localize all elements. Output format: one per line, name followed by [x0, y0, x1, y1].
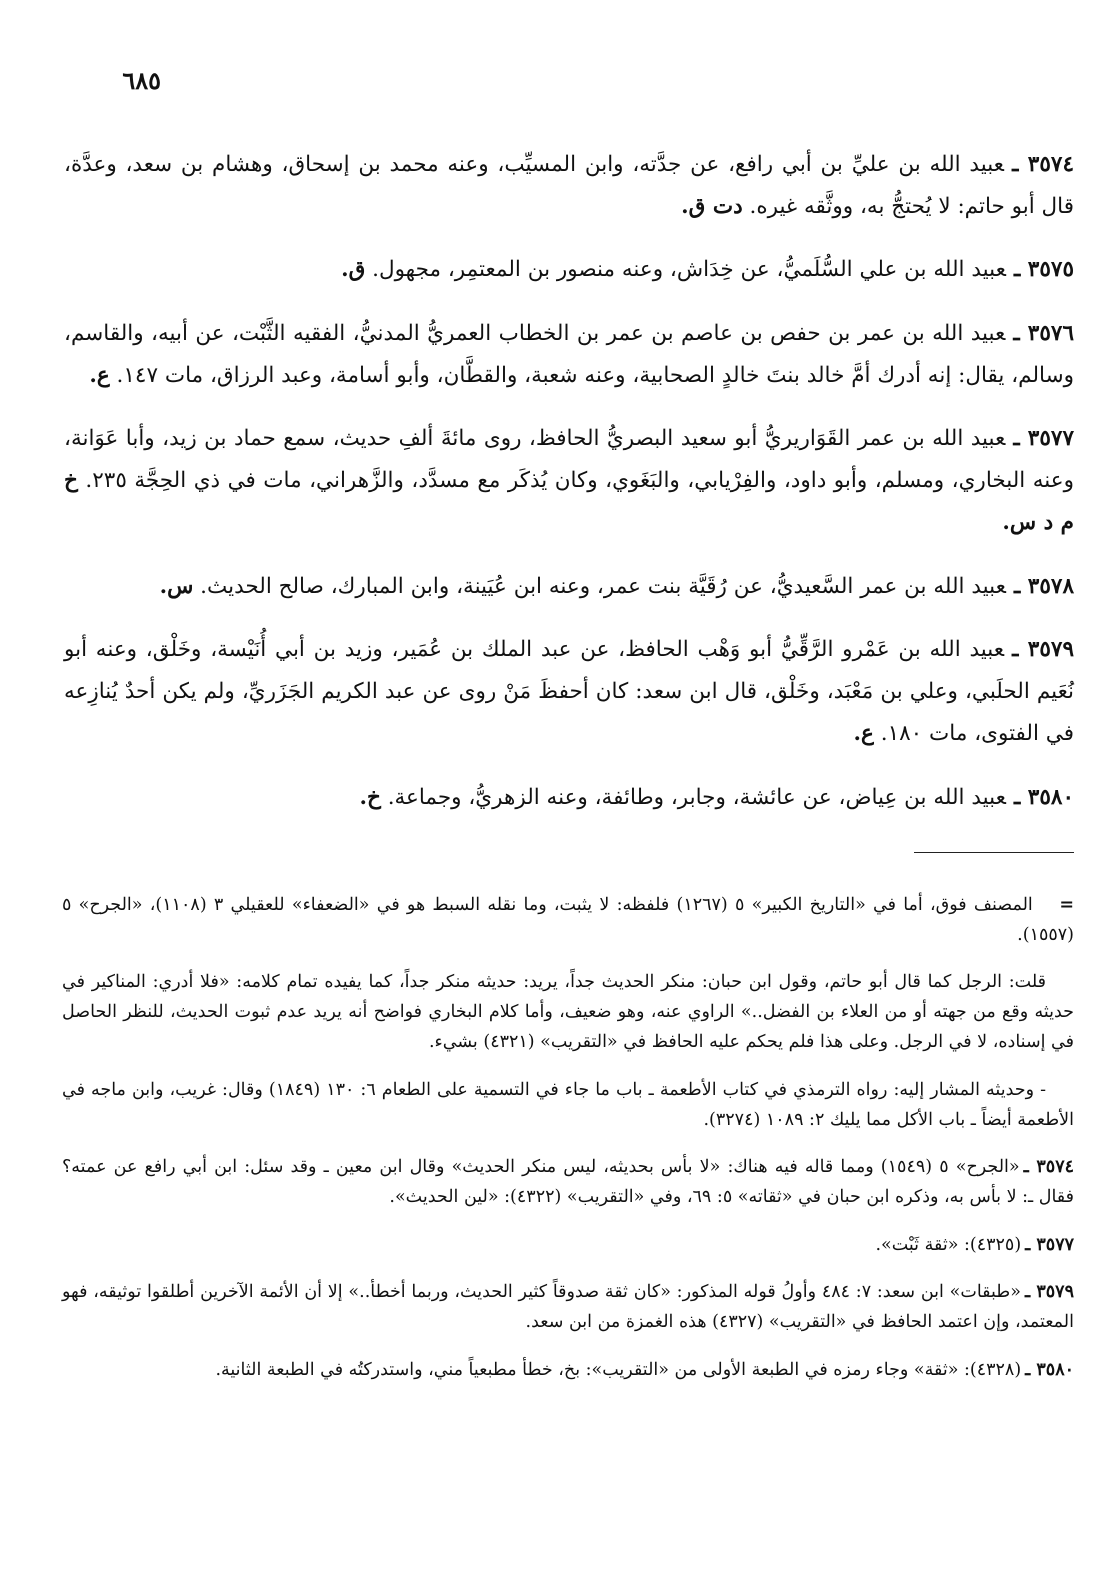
- footnote-text: (٤٣٢٥): «ثقة ثَبْت».: [875, 1234, 1022, 1255]
- footnote-text: «الجرح» ٥ (١٥٤٩) ومما قاله فيه هناك: «لا بأس بحديثه، ليس منكر الحديث» وقال ابن معين ـ وقد سئل: ابن أبي رافع عن عمته؟ فقال ـ: لا بأس به، وذكره ابن حبان في «ثقاته» ٥: ٦٩، وفي «التقريب» (٤٣٢٢): «لين الحديث».: [62, 1157, 1074, 1207]
- entry-symbols: خ.: [359, 784, 381, 810]
- entry-number: ٣٥٨٠ ـ: [1014, 784, 1074, 810]
- footnote: [62, 1075, 1074, 1135]
- footnote: [62, 1152, 1074, 1212]
- footnote-number: ٣٥٧٤ ـ: [1023, 1157, 1074, 1177]
- continuation-mark: =: [1059, 894, 1075, 915]
- footnote-text: (٤٣٢٨): «ثقة» وجاء رمزه في الطبعة الأولى من «التقريب»: بخ، خطأ مطبعياً مني، واستدركتُه في الطبعة الثانية.: [215, 1359, 1022, 1380]
- footnote-text: «طبقات» ابن سعد: ٧: ٤٨٤ وأولُ قوله المذكور: «كان ثقة صدوقاً كثير الحديث، وربما أخطأ..» إلا أن الأئمة الآخرين أطلقوا توثيقه، فهو المعتمد، وإن اعتمد الحافظ في «التقريب» (٤٣٢٧) هذه الغمزة من ابن سعد.: [62, 1282, 1074, 1332]
- footnote-text: المصنف فوق، أما في «التاريخ الكبير» ٥ (١٢٦٧) فلفظه: لا يثبت، وما نقله السبط هو في «الضعفاء» للعقيلي ٣ (١١٠٨)، «الجرح» ٥ (١٥٥٧).: [62, 894, 1074, 945]
- entry: [64, 629, 1074, 755]
- entry-symbols: دت ق.: [681, 193, 743, 219]
- footnote-number: ٣٥٧٩ ـ: [1024, 1282, 1074, 1302]
- entry-text: عبيد الله بن عمر بن حفص بن عاصم بن عمر بن الخطاب العمريُّ المدنيُّ، الفقيه الثَّبْت، عن أبيه، والقاسم، وسالم، يقال: إنه أدرك أمَّ خالد بنتَ خالدٍ الصحابية، وعنه شعبة، والقطَّان، وأبو أسامة، وعبد الرزاق، مات ١٤٧.: [64, 320, 1074, 388]
- footnote: [62, 1230, 1074, 1260]
- entry-text: عبيد الله بن عمر السَّعيديُّ، عن رُقَيَّة بنت عمر، وعنه ابن عُيَينة، وابن المبارك، صالح الحديث.: [200, 573, 1006, 599]
- entry-text: عبيد الله بن عِياض، عن عائشة، وجابر، وطائفة، وعنه الزهريُّ، وجماعة.: [387, 784, 1006, 810]
- entry-number: ٣٥٧٥ ـ: [1014, 257, 1074, 282]
- entry-symbols: ق.: [341, 257, 366, 282]
- entry-symbols: ع.: [853, 721, 874, 746]
- entry: [64, 418, 1074, 544]
- entry-text: عبيد الله بن عمر القَوَاريريُّ أبو سعيد البصريُّ الحافظ، روى مائةَ ألفِ حديث، سمع حماد بن زيد، وأبا عَوَانة، وعنه البخاري، ومسلم، وأبو داود، والفِرْيابي، والبَغَوي، وكان يُذكَر مع مسدَّد، والزَّهراني، مات في ذي الحِجَّة ٢٣٥.: [64, 426, 1074, 493]
- footnote: [62, 890, 1074, 950]
- entry-number: ٣٥٧٧ ـ: [1013, 426, 1074, 451]
- entry-symbols: ع.: [89, 362, 110, 388]
- entry-number: ٣٥٧٩ ـ: [1012, 637, 1074, 662]
- entry-text: عبيد الله بن عَمْرو الرَّقِّيُّ أبو وَهْب الحافظ، عن عبد الملك بن عُمَير، وزيد بن أبي أُنَيْسة، وخَلْق، وعنه أبو نُعَيم الحلَبي، وعلي بن مَعْبَد، وخَلْق، قال ابن سعد: كان أحفظَ مَنْ روى عن عبد الكريم الجَزَريِّ، ولم يكن أحدٌ يُنازِعه في الفتوى، مات ١٨٠.: [64, 637, 1074, 746]
- entry-number: ٣٥٧٦ ـ: [1013, 320, 1074, 346]
- entry-number: ٣٥٧٨ ـ: [1014, 573, 1074, 599]
- entry-symbols: س.: [159, 573, 194, 599]
- footnote: [62, 967, 1074, 1057]
- entry-text: عبيد الله بن عليِّ بن أبي رافع، عن جدَّته، وابن المسيِّب، وعنه محمد بن إسحاق، وهشام بن سعد، وعدَّة، قال أبو حاتم: لا يُحتجُّ به، ووثَّقه غيره.: [64, 151, 1074, 219]
- footnote-number: ٣٥٨٠ ـ: [1025, 1359, 1074, 1380]
- footnotes-section: [62, 872, 1074, 1388]
- entry: [64, 777, 1074, 819]
- entry-number: ٣٥٧٤ ـ: [1012, 151, 1074, 177]
- footnote: [62, 1355, 1074, 1385]
- entry: [64, 566, 1074, 608]
- entry-text: عبيد الله بن علي السُّلَميُّ، عن خِدَاش، وعنه منصور بن المعتمِر، مجهول.: [372, 257, 1006, 282]
- footnote-text: قلت: الرجل كما قال أبو حاتم، وقول ابن حبان: منكر الحديث جداً، يريد: حديثه منكر جداً، كما يفيده تمام كلامه: «فلا أدري: المناكير في حديثه وقع من جهته أو من العلاء بن الفضل..» الراوي عنه، وهو ضعيف، وأما كلام البخاري فواضح أنه يريد عدم ثبوت الحديث، للنظر الحاصل في إسناده، لا في الرجل. وعلى هذا فلم يحكم عليه الحافظ في «التقريب» (٤٣٢١) بشيء.: [62, 972, 1074, 1052]
- entry-symbols: خ م د س.: [64, 468, 1074, 535]
- entry: [64, 249, 1074, 291]
- entry: [64, 313, 1074, 397]
- footnote: [62, 1277, 1074, 1337]
- page-number: ٦٨٥: [122, 66, 161, 95]
- entries-section: [64, 122, 1074, 823]
- footnote-number: ٣٥٧٧ ـ: [1025, 1234, 1074, 1255]
- footnote-separator: [914, 852, 1074, 853]
- entry: [64, 144, 1074, 228]
- footnote-text: - وحديثه المشار إليه: رواه الترمذي في كتاب الأطعمة ـ باب ما جاء في التسمية على الطعام ٦: ١٣٠ (١٨٤٩) وقال: غريب، وابن ماجه في الأطعمة أيضاً ـ باب الأكل مما يليك ٢: ١٠٨٩ (٣٢٧٤).: [62, 1079, 1074, 1130]
